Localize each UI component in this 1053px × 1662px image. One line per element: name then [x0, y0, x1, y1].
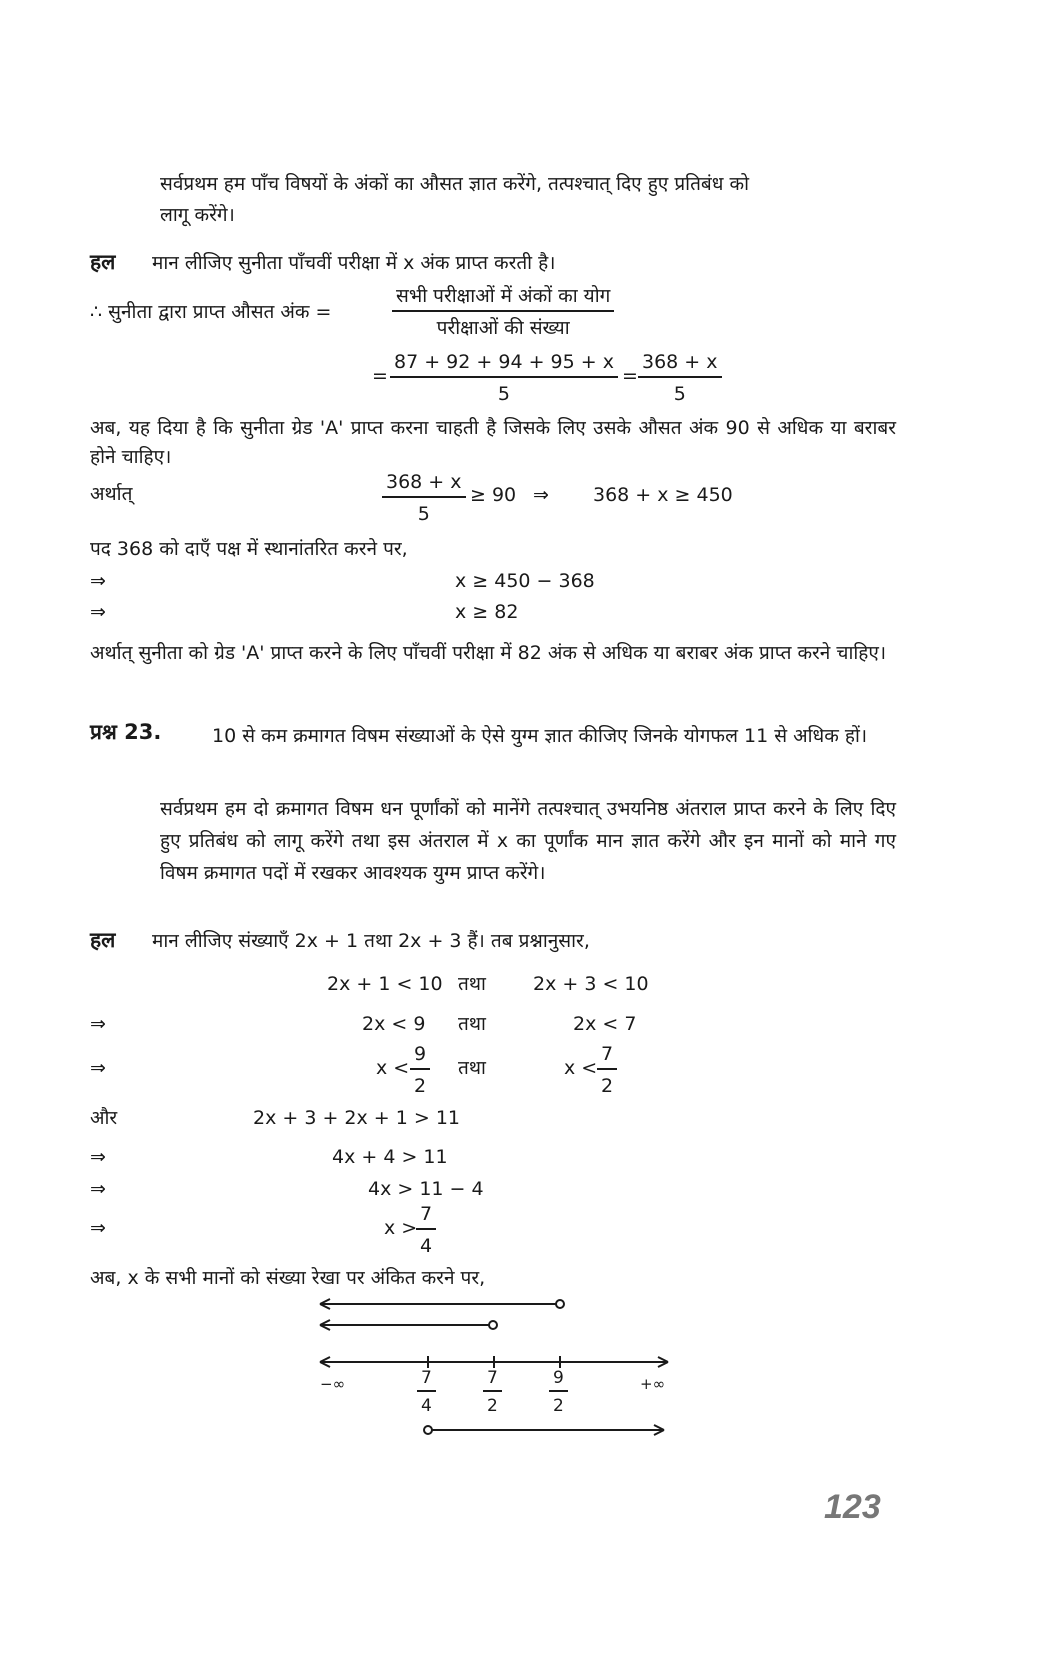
implies: ⇒ [90, 1013, 106, 1035]
intro-line-2: लागू करेंगे। [160, 204, 235, 226]
numerator: 9 [410, 1042, 430, 1070]
grade-paragraph: अब, यह दिया है कि सुनीता ग्रेड 'A' प्राप्त करना चाहती है जिसके लिए उसके औसत अंक 90 से अधिक या बराबर होने चाहिए। [90, 417, 896, 468]
open-point-7-4 [424, 1426, 432, 1434]
denominator: 2 [601, 1075, 614, 1097]
denominator: 5 [673, 383, 686, 405]
ineq-r6: 4x > 11 − 4 [368, 1178, 484, 1200]
tick-label-7-4 [417, 1368, 436, 1416]
implies: ⇒ [90, 601, 106, 623]
denominator: 2 [487, 1396, 498, 1416]
equals: = [622, 365, 638, 387]
tatha: तथा [458, 1013, 486, 1035]
equals: = [372, 365, 388, 387]
ineq-r5: 4x + 4 > 11 [332, 1146, 448, 1168]
implies: ⇒ [533, 484, 549, 506]
arthat: अर्थात् [90, 483, 133, 505]
implies: ⇒ [90, 1178, 106, 1200]
implies: ⇒ [90, 1217, 106, 1239]
solution-label: हल [90, 928, 116, 952]
implies: ⇒ [90, 570, 106, 592]
tatha: तथा [458, 973, 486, 995]
ineq-r1b: 2x + 3 < 10 [533, 973, 649, 995]
ineq-r1a: 2x + 1 < 10 [327, 973, 443, 995]
tick-label-9-2 [549, 1368, 568, 1416]
step-1: x ≥ 450 − 368 [455, 570, 595, 592]
numerator: 7 [416, 1202, 436, 1230]
step-2: x ≥ 82 [455, 601, 519, 623]
ineq-r2b: 2x < 7 [573, 1013, 637, 1035]
neg-infinity-label: −∞ [320, 1375, 346, 1393]
denominator: 2 [553, 1396, 564, 1416]
ineq-r3a: x < [376, 1057, 410, 1079]
denominator: 4 [420, 1235, 433, 1257]
transfer-text: पद 368 को दाएँ पक्ष में स्थानांतरित करने पर, [90, 538, 408, 560]
tick-label-7-2 [483, 1368, 502, 1416]
inequality-2: 368 + x ≥ 450 [593, 484, 733, 506]
approach-paragraph: सर्वप्रथम हम दो क्रमागत विषम धन पूर्णांकों को मानेंगे तत्पश्चात् उभयनिष्ठ अंतराल प्राप्त करने के लिए दिए हुए प्रतिबंध को लागू करेंगे तथा इस अंतराल में x का पूर्णांक मान ज्ञात करेंगे और इन मानों को माने गए विषम क्रमागत पदों में रखकर आवश्यक युग्म प्राप्त करेंगे। [160, 798, 896, 884]
solution-label: हल [90, 250, 116, 274]
inequality-rhs: ≥ 90 [470, 484, 517, 506]
pos-infinity-label: +∞ [640, 1375, 666, 1393]
denominator: 5 [417, 503, 430, 525]
denominator: परीक्षाओं की संख्या [436, 317, 570, 339]
numerator: 9 [549, 1368, 568, 1392]
conclusion: अर्थात् सुनीता को ग्रेड 'A' प्राप्त करने के लिए पाँचवीं परीक्षा में 82 अंक से अधिक या बराबर अंक प्राप्त करने चाहिए। [90, 642, 887, 664]
open-point-9-2 [556, 1300, 564, 1308]
numerator: 87 + 92 + 94 + 95 + x [390, 350, 618, 378]
numberline-intro: अब, x के सभी मानों को संख्या रेखा पर अंकित करने पर, [90, 1267, 486, 1289]
question-text: 10 से कम क्रमागत विषम संख्याओं के ऐसे युग्म ज्ञात कीजिए जिनके योगफल 11 से अधिक हों। [212, 725, 868, 747]
denominator: 2 [414, 1075, 427, 1097]
ineq-r2a: 2x < 9 [362, 1013, 426, 1035]
numerator: 7 [417, 1368, 436, 1392]
denominator: 5 [497, 383, 511, 405]
ineq-r7: x > [384, 1217, 418, 1239]
implies: ⇒ [90, 1057, 106, 1079]
solution-text: मान लीजिए संख्याएँ 2x + 1 तथा 2x + 3 हैं। तब प्रश्नानुसार, [152, 930, 590, 952]
tatha: तथा [458, 1057, 486, 1079]
implies: ⇒ [90, 1146, 106, 1168]
page-number: 123 [824, 1488, 881, 1526]
and-label: और [90, 1107, 118, 1129]
solution-text: मान लीजिए सुनीता पाँचवीं परीक्षा में x अंक प्राप्त करती है। [152, 252, 556, 274]
ineq-r3b: x < [564, 1057, 598, 1079]
numerator: 368 + x [638, 350, 722, 378]
intro-line-1: सर्वप्रथम हम पाँच विषयों के अंकों का औसत ज्ञात करेंगे, तत्पश्चात् दिए हुए प्रतिबंध को [160, 173, 749, 195]
numerator: 7 [597, 1042, 617, 1070]
open-point-7-2 [489, 1321, 497, 1329]
average-lhs: ∴ सुनीता द्वारा प्राप्त औसत अंक = [90, 301, 332, 323]
numerator: 368 + x [382, 470, 466, 498]
denominator: 4 [421, 1396, 432, 1416]
numerator: 7 [483, 1368, 502, 1392]
question-label: प्रश्न 23. [90, 720, 162, 744]
ineq-r4: 2x + 3 + 2x + 1 > 11 [253, 1107, 461, 1129]
numerator: सभी परीक्षाओं में अंकों का योग [392, 284, 614, 312]
